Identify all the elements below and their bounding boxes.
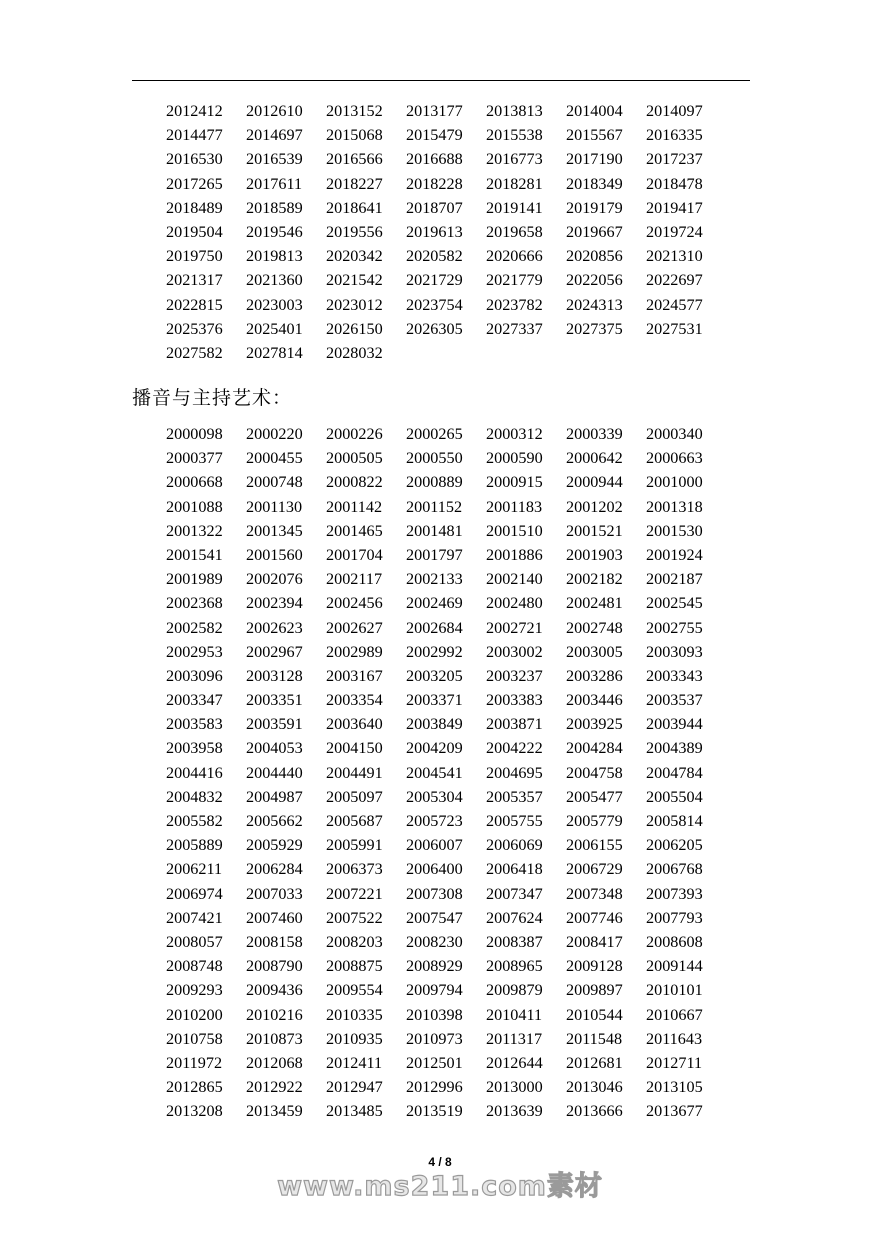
id-number: 2021779	[486, 271, 543, 290]
id-number: 2019658	[486, 222, 543, 241]
id-number: 2008158	[246, 932, 303, 951]
id-number: 2013519	[406, 1102, 463, 1121]
id-number: 2019667	[566, 222, 623, 241]
id-number: 2004389	[646, 739, 703, 758]
id-number: 2008748	[166, 957, 223, 976]
id-number: 2002140	[486, 570, 543, 589]
id-number: 2003958	[166, 739, 223, 758]
id-number: 2020342	[326, 247, 383, 266]
id-number: 2013459	[246, 1102, 303, 1121]
id-list-previous-section	[166, 99, 726, 365]
id-number: 2002469	[406, 594, 463, 613]
id-number: 2018349	[566, 174, 623, 193]
id-number: 2008230	[406, 932, 463, 951]
id-number: 2017611	[246, 174, 303, 193]
id-number: 2003640	[326, 715, 383, 734]
id-number: 2000663	[646, 449, 703, 468]
id-number: 2001465	[326, 521, 383, 540]
id-number: 2003205	[406, 666, 463, 685]
id-number: 2010216	[246, 1005, 303, 1024]
id-number: 2001345	[246, 521, 303, 540]
id-number: 2010544	[566, 1005, 623, 1024]
id-number: 2002394	[246, 594, 303, 613]
id-number: 2001560	[246, 545, 303, 564]
id-number: 2010667	[646, 1005, 703, 1024]
id-number: 2006007	[406, 836, 463, 855]
id-number: 2009554	[326, 981, 383, 1000]
id-number: 2004987	[246, 787, 303, 806]
id-number: 2004284	[566, 739, 623, 758]
id-number: 2013485	[326, 1102, 383, 1121]
id-number: 2019556	[326, 222, 383, 241]
id-number: 2020856	[566, 247, 623, 266]
id-number: 2008608	[646, 932, 703, 951]
id-number: 2018281	[486, 174, 543, 193]
id-number: 2003005	[566, 642, 623, 661]
id-number: 2003849	[406, 715, 463, 734]
id-number: 2007393	[646, 884, 703, 903]
id-number: 2003237	[486, 666, 543, 685]
id-number: 2005582	[166, 812, 223, 830]
id-number: 2006974	[166, 884, 223, 903]
id-number: 2001903	[566, 545, 623, 564]
id-number: 2021317	[166, 271, 223, 290]
id-number: 2027814	[246, 343, 303, 362]
id-number: 2007460	[246, 908, 303, 927]
id-number: 2012947	[326, 1078, 383, 1097]
id-number: 2000550	[406, 449, 463, 468]
id-number: 2008929	[406, 957, 463, 976]
id-number: 2000642	[566, 449, 623, 468]
id-number: 2003096	[166, 666, 223, 685]
id-number: 2000505	[326, 449, 383, 468]
id-number: 2024577	[646, 295, 703, 314]
id-number: 2023012	[326, 295, 383, 314]
id-number: 2028032	[326, 343, 383, 362]
id-number: 2005477	[566, 787, 623, 806]
id-number: 2001318	[646, 497, 703, 516]
id-number: 2002368	[166, 594, 223, 613]
id-number: 2004222	[486, 739, 543, 758]
id-number: 2016688	[406, 150, 463, 169]
id-number: 2009144	[646, 957, 703, 976]
id-number: 2000340	[646, 425, 703, 443]
id-number: 2012711	[646, 1053, 703, 1072]
id-number: 2007793	[646, 908, 703, 927]
id-number: 2005723	[406, 812, 463, 830]
id-number: 2018228	[406, 174, 463, 193]
id-number: 2002117	[326, 570, 383, 589]
id-number: 2009794	[406, 981, 463, 1000]
id-number: 2002953	[166, 642, 223, 661]
id-number: 2004491	[326, 763, 383, 782]
id-number: 2008057	[166, 932, 223, 951]
id-number: 2012865	[166, 1078, 223, 1097]
id-number: 2013105	[646, 1078, 703, 1097]
id-number: 2005662	[246, 812, 303, 830]
id-number: 2002748	[566, 618, 623, 637]
id-number: 2021542	[326, 271, 383, 290]
id-number: 2012681	[566, 1053, 623, 1072]
id-number: 2001000	[646, 473, 703, 492]
id-number: 2018589	[246, 198, 303, 217]
id-number: 2001152	[406, 497, 463, 516]
id-number: 2009879	[486, 981, 543, 1000]
header-rule	[132, 80, 750, 81]
id-number: 2019613	[406, 222, 463, 241]
id-number: 2007308	[406, 884, 463, 903]
id-number: 2003128	[246, 666, 303, 685]
id-number: 2019724	[646, 222, 703, 241]
id-number: 2000889	[406, 473, 463, 492]
id-number: 2014477	[166, 126, 223, 145]
id-number: 2001989	[166, 570, 223, 589]
id-number: 2016539	[246, 150, 303, 169]
id-number: 2027531	[646, 319, 703, 338]
id-number: 2005304	[406, 787, 463, 806]
id-number: 2006069	[486, 836, 543, 855]
id-number: 2026150	[326, 319, 383, 338]
id-number: 2010935	[326, 1029, 383, 1048]
id-number: 2004832	[166, 787, 223, 806]
id-number: 2012501	[406, 1053, 463, 1072]
id-number: 2002133	[406, 570, 463, 589]
id-number: 2003537	[646, 691, 703, 710]
id-number: 2002182	[566, 570, 623, 589]
id-number: 2004695	[486, 763, 543, 782]
id-number: 2023003	[246, 295, 303, 314]
id-number: 2005991	[326, 836, 383, 855]
id-number: 2002684	[406, 618, 463, 637]
id-number: 2002481	[566, 594, 623, 613]
id-number: 2010335	[326, 1005, 383, 1024]
id-number: 2012644	[486, 1053, 543, 1072]
id-number: 2001886	[486, 545, 543, 564]
id-number: 2000822	[326, 473, 383, 492]
id-number: 2006418	[486, 860, 543, 879]
id-number: 2007421	[166, 908, 223, 927]
id-number: 2007522	[326, 908, 383, 927]
id-number: 2019750	[166, 247, 223, 266]
id-number: 2000748	[246, 473, 303, 492]
id-number: 2001541	[166, 545, 223, 564]
id-number: 2003583	[166, 715, 223, 734]
id-number: 2000226	[326, 425, 383, 443]
id-number: 2001521	[566, 521, 623, 540]
id-number: 2014004	[566, 102, 623, 120]
id-number: 2011317	[486, 1029, 543, 1048]
id-number: 2002967	[246, 642, 303, 661]
id-number: 2019813	[246, 247, 303, 266]
id-number: 2015479	[406, 126, 463, 145]
id-number: 2000915	[486, 473, 543, 492]
id-number: 2013677	[646, 1102, 703, 1121]
id-number: 2004440	[246, 763, 303, 782]
id-list-broadcasting-hosting	[166, 422, 726, 1123]
id-number: 2023782	[486, 295, 543, 314]
id-number: 2010973	[406, 1029, 463, 1048]
id-number: 2007347	[486, 884, 543, 903]
id-number: 2017190	[566, 150, 623, 169]
id-number: 2002545	[646, 594, 703, 613]
id-number: 2006155	[566, 836, 623, 855]
id-number: 2005504	[646, 787, 703, 806]
id-number: 2005755	[486, 812, 543, 830]
id-number: 2017237	[646, 150, 703, 169]
id-number: 2000668	[166, 473, 223, 492]
id-number: 2008790	[246, 957, 303, 976]
id-number: 2022056	[566, 271, 623, 290]
id-number: 2023754	[406, 295, 463, 314]
id-number: 2001510	[486, 521, 543, 540]
id-number: 2025401	[246, 319, 303, 338]
id-number: 2019417	[646, 198, 703, 217]
id-number: 2005814	[646, 812, 703, 830]
id-number: 2013666	[566, 1102, 623, 1121]
id-number: 2016335	[646, 126, 703, 145]
id-number: 2015567	[566, 126, 623, 145]
id-number: 2007348	[566, 884, 623, 903]
id-number: 2016530	[166, 150, 223, 169]
id-number: 2013177	[406, 102, 463, 120]
id-number: 2027337	[486, 319, 543, 338]
id-number: 2006373	[326, 860, 383, 879]
id-number: 2011643	[646, 1029, 703, 1048]
id-number: 2008417	[566, 932, 623, 951]
id-number: 2002755	[646, 618, 703, 637]
id-number: 2011972	[166, 1053, 223, 1072]
id-number: 2001142	[326, 497, 383, 516]
id-number: 2027582	[166, 343, 223, 362]
id-number: 2003871	[486, 715, 543, 734]
id-number: 2018227	[326, 174, 383, 193]
id-number: 2010200	[166, 1005, 223, 1024]
id-number: 2003354	[326, 691, 383, 710]
id-number: 2020666	[486, 247, 543, 266]
id-number: 2005097	[326, 787, 383, 806]
id-number: 2002187	[646, 570, 703, 589]
id-number: 2006768	[646, 860, 703, 879]
id-number: 2012996	[406, 1078, 463, 1097]
id-number: 2002989	[326, 642, 383, 661]
id-number: 2025376	[166, 319, 223, 338]
id-number: 2000220	[246, 425, 303, 443]
id-number: 2006729	[566, 860, 623, 879]
id-number: 2018478	[646, 174, 703, 193]
id-number: 2002627	[326, 618, 383, 637]
id-number: 2001130	[246, 497, 303, 516]
id-number: 2012610	[246, 102, 303, 120]
id-number: 2022697	[646, 271, 703, 290]
id-number: 2002721	[486, 618, 543, 637]
id-number: 2001704	[326, 545, 383, 564]
id-number: 2005357	[486, 787, 543, 806]
id-number: 2014097	[646, 102, 703, 120]
id-number: 2004209	[406, 739, 463, 758]
id-number: 2002480	[486, 594, 543, 613]
id-number: 2009436	[246, 981, 303, 1000]
watermark-logo: www.ms211.com素材	[277, 1171, 603, 1202]
id-number: 2007221	[326, 884, 383, 903]
id-number: 2000265	[406, 425, 463, 443]
id-number: 2008203	[326, 932, 383, 951]
id-number: 2002456	[326, 594, 383, 613]
id-number: 2000098	[166, 425, 223, 443]
id-number: 2011548	[566, 1029, 623, 1048]
id-number: 2013000	[486, 1078, 543, 1097]
id-number: 2024313	[566, 295, 623, 314]
id-number: 2015068	[326, 126, 383, 145]
id-number: 2002582	[166, 618, 223, 637]
id-number: 2003343	[646, 666, 703, 685]
id-number: 2016773	[486, 150, 543, 169]
id-number: 2006211	[166, 860, 223, 879]
id-number: 2003944	[646, 715, 703, 734]
id-number: 2009293	[166, 981, 223, 1000]
id-number: 2002076	[246, 570, 303, 589]
id-number: 2012411	[326, 1053, 383, 1072]
id-number: 2010411	[486, 1005, 543, 1024]
id-number: 2001797	[406, 545, 463, 564]
id-number: 2005779	[566, 812, 623, 830]
id-number: 2003347	[166, 691, 223, 710]
id-number: 2004416	[166, 763, 223, 782]
id-number: 2000455	[246, 449, 303, 468]
id-number: 2003925	[566, 715, 623, 734]
id-number: 2013152	[326, 102, 383, 120]
id-number: 2021360	[246, 271, 303, 290]
id-number: 2007547	[406, 908, 463, 927]
id-number: 2001924	[646, 545, 703, 564]
id-number: 2017265	[166, 174, 223, 193]
id-number: 2010101	[646, 981, 703, 1000]
id-number: 2005687	[326, 812, 383, 830]
id-number: 2019141	[486, 198, 543, 217]
id-number: 2013208	[166, 1102, 223, 1121]
id-number: 2007624	[486, 908, 543, 927]
id-number: 2013813	[486, 102, 543, 120]
id-number: 2002992	[406, 642, 463, 661]
id-number: 2000590	[486, 449, 543, 468]
id-number: 2000339	[566, 425, 623, 443]
id-number: 2021729	[406, 271, 463, 290]
id-number: 2006400	[406, 860, 463, 879]
id-number: 2026305	[406, 319, 463, 338]
id-number: 2010398	[406, 1005, 463, 1024]
id-number: 2010873	[246, 1029, 303, 1048]
id-number: 2018707	[406, 198, 463, 217]
id-number: 2001481	[406, 521, 463, 540]
id-number: 2003286	[566, 666, 623, 685]
id-number: 2005929	[246, 836, 303, 855]
id-number: 2002623	[246, 618, 303, 637]
id-number: 2003351	[246, 691, 303, 710]
id-number: 2007746	[566, 908, 623, 927]
id-number: 2001183	[486, 497, 543, 516]
id-number: 2022815	[166, 295, 223, 314]
id-number: 2003002	[486, 642, 543, 661]
id-number: 2004541	[406, 763, 463, 782]
id-number: 2004758	[566, 763, 623, 782]
id-number: 2008965	[486, 957, 543, 976]
id-number: 2010758	[166, 1029, 223, 1048]
id-number: 2007033	[246, 884, 303, 903]
id-number: 2020582	[406, 247, 463, 266]
id-number: 2027375	[566, 319, 623, 338]
id-number: 2001530	[646, 521, 703, 540]
id-number: 2000944	[566, 473, 623, 492]
id-number: 2009128	[566, 957, 623, 976]
id-number: 2013639	[486, 1102, 543, 1121]
id-number: 2000377	[166, 449, 223, 468]
id-number: 2001202	[566, 497, 623, 516]
id-number: 2003167	[326, 666, 383, 685]
id-number: 2004150	[326, 739, 383, 758]
id-number: 2009897	[566, 981, 623, 1000]
id-number: 2013046	[566, 1078, 623, 1097]
id-number: 2012068	[246, 1053, 303, 1072]
id-number: 2001322	[166, 521, 223, 540]
id-number: 2003446	[566, 691, 623, 710]
id-number: 2003371	[406, 691, 463, 710]
id-number: 2008387	[486, 932, 543, 951]
id-number: 2019546	[246, 222, 303, 241]
id-number: 2004784	[646, 763, 703, 782]
page-number: 4 / 8	[428, 1155, 452, 1169]
id-number: 2003591	[246, 715, 303, 734]
id-number: 2000312	[486, 425, 543, 443]
id-number: 2012922	[246, 1078, 303, 1097]
id-number: 2001088	[166, 497, 223, 516]
id-number: 2006284	[246, 860, 303, 879]
id-number: 2018489	[166, 198, 223, 217]
id-number: 2016566	[326, 150, 383, 169]
id-number: 2014697	[246, 126, 303, 145]
id-number: 2018641	[326, 198, 383, 217]
id-number: 2008875	[326, 957, 383, 976]
id-number: 2015538	[486, 126, 543, 145]
id-number: 2004053	[246, 739, 303, 758]
id-number: 2019504	[166, 222, 223, 241]
id-number: 2021310	[646, 247, 703, 266]
id-number: 2019179	[566, 198, 623, 217]
id-number: 2005889	[166, 836, 223, 855]
id-number: 2003383	[486, 691, 543, 710]
section-heading: 播音与主持艺术：	[132, 387, 293, 409]
id-number: 2003093	[646, 642, 703, 661]
id-number: 2012412	[166, 102, 223, 120]
id-number: 2006205	[646, 836, 703, 855]
